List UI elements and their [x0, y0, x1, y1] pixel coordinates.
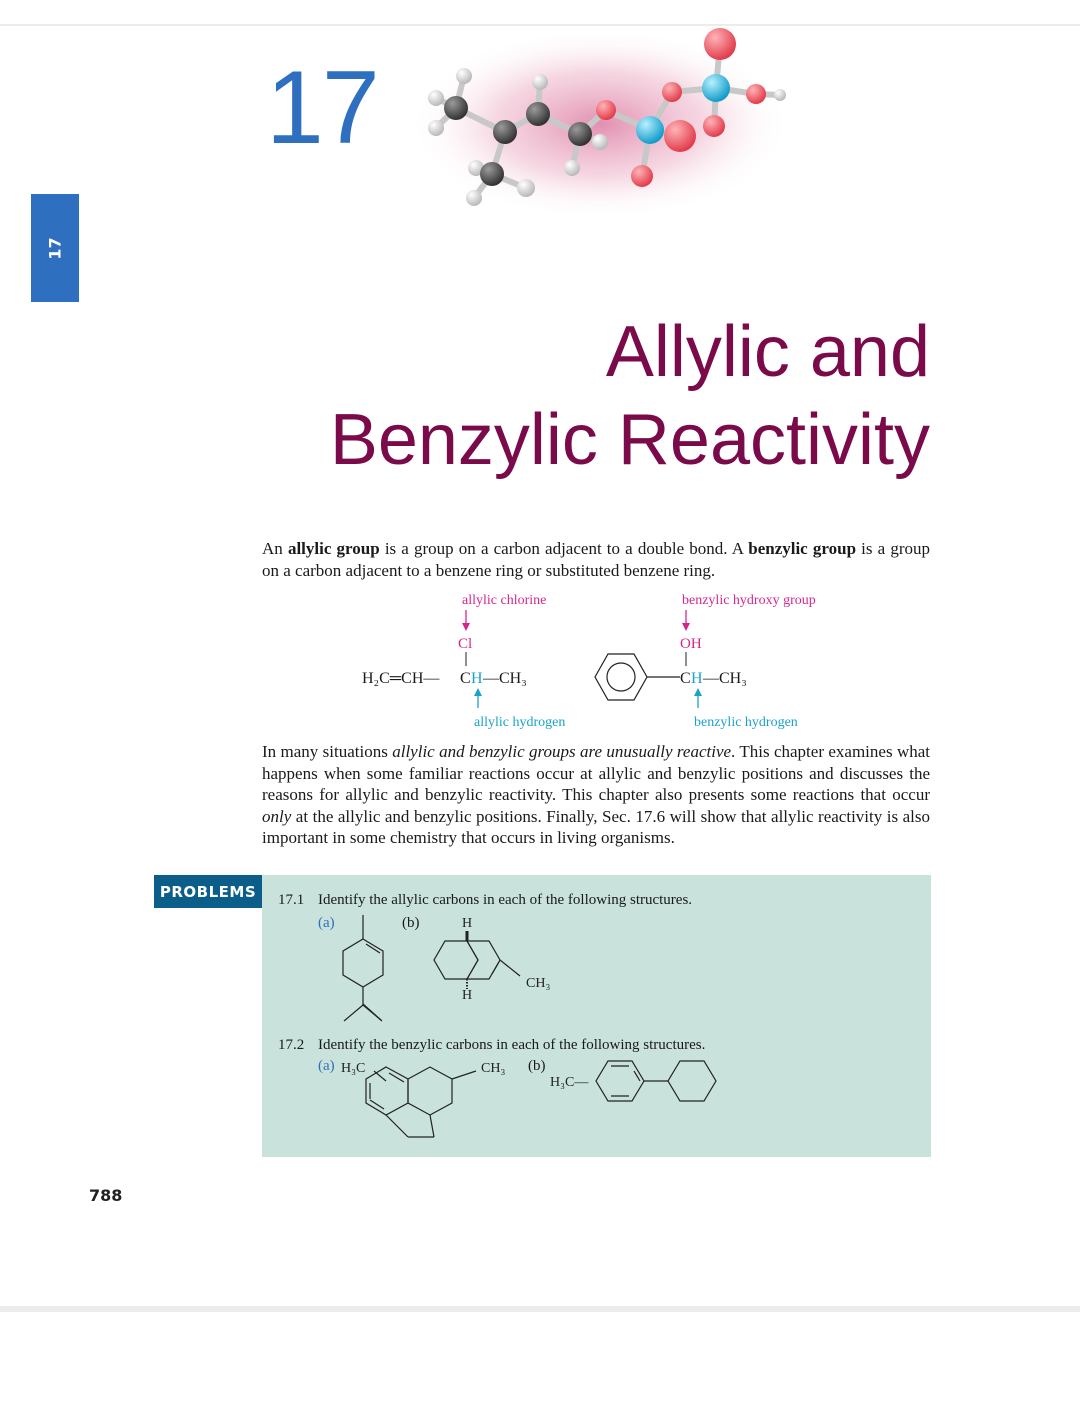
problem-structures — [262, 875, 931, 1157]
allylic-chlorine-label: allylic chlorine — [462, 593, 547, 608]
benzylic-formula-right: —CH₃ — [703, 670, 747, 687]
chapter-number: 17 — [266, 50, 378, 166]
structure-17-1-a — [343, 915, 383, 1021]
chapter-title — [330, 308, 930, 484]
body-text-2: . This chapter examines what happens when some familiar reactions occur at allylic and benzylic positions and discusses the reasons for allylic and benzylic reactivity. This chapter also presents some reactions that occur — [262, 742, 930, 804]
benzylic-substituent: OH — [680, 636, 702, 652]
bottom-rule — [0, 1306, 1080, 1312]
body-paragraph — [262, 741, 930, 849]
structure-17-2-b — [596, 1061, 716, 1101]
term-allylic-group: allylic group — [287, 539, 380, 558]
chapter-side-tab — [31, 194, 79, 302]
structure-17-1-b-h-bottom: H — [462, 988, 473, 1003]
intro-text-3: is a group on a carbon adjacent to a benzene ring or substituted benzene ring. — [262, 539, 931, 580]
allylic-hydrogen-atom: H — [471, 670, 483, 687]
benzylic-hydroxy-label: benzylic hydroxy group — [682, 593, 816, 608]
page-number: 788 — [89, 1186, 123, 1205]
problem-17-2-part-b-label: (b) — [528, 1058, 546, 1074]
problem-17-1-part-b-label: (b) — [402, 915, 420, 931]
problem-17-1-part-a-label: (a) — [318, 915, 335, 931]
intro-text-2: is a group on a carbon adjacent to a double bond. A — [379, 539, 749, 558]
allylic-formula-left: H₂C═CH— — [362, 670, 440, 687]
body-emphasis-1: allylic and benzylic groups are unusually reactive — [392, 742, 732, 761]
structure-17-2-a-ch3: CH₃ — [481, 1061, 506, 1076]
chapter-title-line-2: Benzylic Reactivity — [329, 400, 930, 480]
allylic-hydrogen-label: allylic hydrogen — [474, 715, 566, 730]
structure-17-2-a — [366, 1067, 476, 1137]
problems-label: PROBLEMS — [154, 875, 262, 908]
allylic-substituent: Cl — [458, 636, 473, 652]
chapter-side-tab-label: 17 — [45, 236, 65, 260]
problem-17-2-text: Identify the benzylic carbons in each of the following structures. — [318, 1037, 706, 1053]
term-benzylic-group: benzylic group — [748, 539, 857, 558]
structure-17-1-b — [434, 931, 520, 989]
problem-17-2-part-a-label: (a) — [318, 1058, 335, 1074]
benzylic-hydrogen-atom: H — [691, 670, 703, 687]
allylic-carbon: C — [460, 670, 471, 687]
body-text-1: In many situations — [262, 742, 393, 761]
structure-17-1-b-ch3: CH₃ — [526, 976, 551, 991]
benzene-ring — [595, 654, 680, 700]
structure-17-2-b-h3c: H₃C— — [550, 1075, 589, 1090]
allylic-formula-right: —CH₃ — [483, 670, 527, 687]
molecule-illustration — [410, 22, 810, 222]
structure-17-2-a-h3c: H₃C — [341, 1061, 366, 1076]
body-emphasis-2: only — [262, 806, 292, 826]
structure-17-1-b-h-top: H — [462, 916, 473, 931]
problem-17-2-number: 17.2 — [278, 1037, 305, 1053]
chapter-title-line-1: Allylic and — [605, 312, 930, 392]
problem-17-1-text: Identify the allylic carbons in each of the following structures. — [318, 892, 693, 908]
problem-17-1-number: 17.1 — [278, 892, 305, 908]
intro-paragraph — [262, 538, 930, 581]
body-text-3: at the allylic and benzylic positions. Finally, Sec. 17.6 will show that allylic reactivity is also important in some chemistry that occurs in living organisms. — [262, 806, 930, 847]
benzylic-carbon: C — [680, 670, 691, 687]
benzylic-hydrogen-label: benzylic hydrogen — [694, 715, 798, 730]
example-structures — [340, 588, 860, 738]
intro-text-1: An — [262, 539, 288, 558]
